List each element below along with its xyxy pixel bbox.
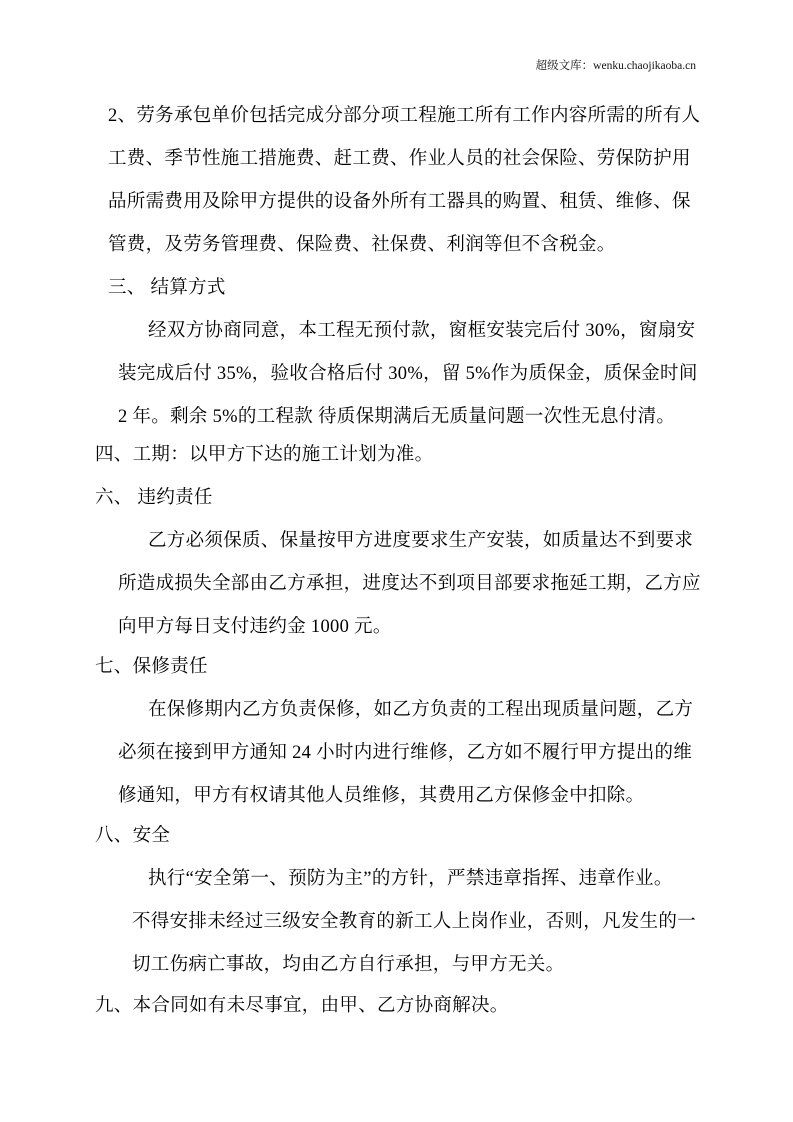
document-line: 不得安排未经过三级安全教育的新工人上岗作业，否则，凡发生的一 [132,912,697,932]
document-line: 执行“安全第一、预防为主”的方针，严禁违章指挥、违章作业。 [148,869,673,889]
document-line: 六、 违约责任 [95,488,213,508]
document-line: 所造成损失全部由乙方承担，进度达不到项目部要求拖延工期，乙方应 [118,574,701,594]
document-line: 经双方协商同意，本工程无预付款，窗框安装完后付 30%，窗扇安 [148,321,696,341]
document-line: 乙方必须保质、保量按甲方进度要求生产安装，如质量达不到要求 [148,531,694,551]
document-line: 七、保修责任 [95,657,208,677]
document-line: 切工伤病亡事故，均由乙方自行承担，与甲方无关。 [132,955,565,975]
page-header-source: 超级文库：wenku.chaojikaoba.cn [535,60,696,72]
document-line: 2 年。剩余 5%的工程款 待质保期满后无质量问题一次性无息付清。 [118,407,676,427]
document-line: 在保修期内乙方负责保修，如乙方负责的工程出现质量问题，乙方 [148,700,694,720]
document-line: 必须在接到甲方通知 24 小时内进行维修，乙方如不履行甲方提出的维 [118,743,693,763]
document-line: 八、安全 [95,826,171,846]
document-line: 修通知，甲方有权请其他人员维修，其费用乙方保修金中扣除。 [118,786,645,806]
document-line: 品所需费用及除甲方提供的设备外所有工器具的购置、租赁、维修、保 [108,192,691,212]
document-line: 九、本合同如有未尽事宜，由甲、乙方协商解决。 [95,996,509,1016]
document-line: 四、工期：以甲方下达的施工计划为准。 [95,445,434,465]
document-line: 装完成后付 35%，验收合格后付 30%，留 5%作为质保金，质保金时间 [118,364,698,384]
document-line: 向甲方每日支付违约金 1000 元。 [118,617,392,637]
document-line: 三、 结算方式 [108,278,226,298]
document-line: 工费、季节性施工措施费、赶工费、作业人员的社会保险、劳保防护用 [108,149,691,169]
document-line: 管费，及劳务管理费、保险费、社保费、利润等但不含税金。 [108,235,616,255]
document-line: 2、劳务承包单价包括完成分部分项工程施工所有工作内容所需的所有人 [108,106,701,126]
